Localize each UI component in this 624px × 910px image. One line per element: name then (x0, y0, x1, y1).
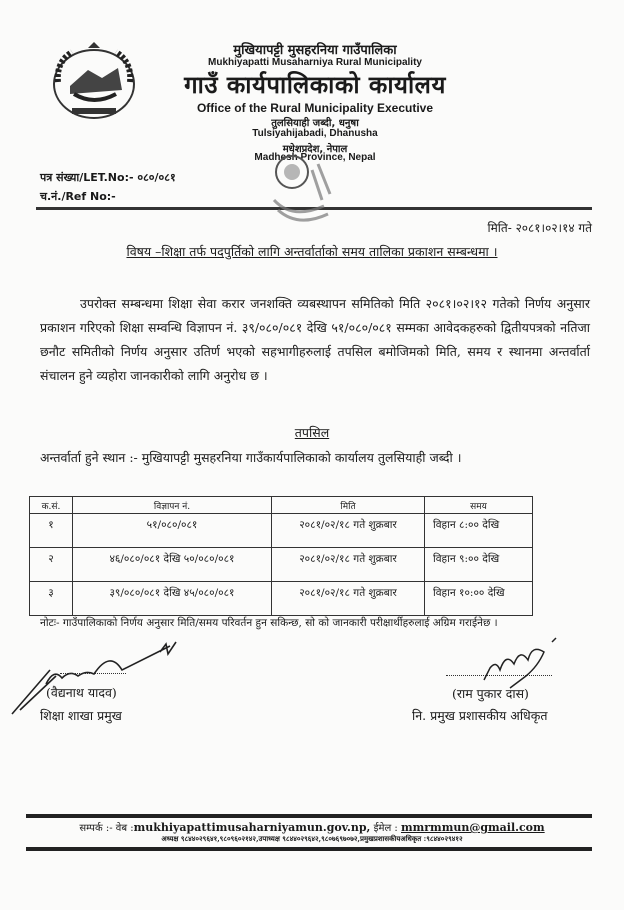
cell-advert-no: ५१/०८०/०८१ (73, 514, 272, 548)
office-name-np: गाउँ कार्यपालिकाको कार्यालय (184, 71, 446, 99)
table-header-row (30, 497, 533, 514)
table-row (30, 548, 533, 582)
email-label: ईमेल : (373, 823, 398, 834)
footer-contact (0, 820, 624, 834)
office-seal-stamp (262, 150, 346, 230)
cell-time: विहान १०:०० देखि (425, 582, 533, 616)
website-link[interactable]: mukhiyapattimusaharniyamun.gov.np, (133, 821, 371, 834)
place-en: Tulsiyahijabadi, Dhanusha (252, 128, 378, 139)
place-np: तुलसियाही जब्दी, धनुषा (271, 118, 359, 129)
signatory-2-title: नि. प्रमुख प्रशासकीय अधिकृत (412, 708, 548, 723)
cell-serial: ३ (30, 582, 73, 616)
signatory-1-title: शिक्षा शाखा प्रमुख (40, 708, 122, 723)
table-row (30, 582, 533, 616)
province-en: Madhesh Province, Nepal (254, 152, 376, 163)
office-name-en: Office of the Rural Municipality Executive (196, 101, 434, 115)
email-link[interactable]: mmrmmun@gmail.com (400, 821, 545, 834)
cell-serial: १ (30, 514, 73, 548)
subject-line: विषय –शिक्षा तर्फ पदपुर्तिको लागि अन्तर्वार्ताको समय तालिका प्रकाशन सम्बन्धमा । (126, 244, 498, 259)
interview-schedule-table (29, 496, 533, 616)
table-row (30, 514, 533, 548)
note-text: नोटः- गाउँपालिकाको निर्णय अनुसार मिति/समय परिवर्तन हुन सकिन्छ, सो को जानकारी परीक्षार्थीहरुलाई अग्रिम गराईनेछ । (40, 617, 498, 629)
footer-divider-bottom (26, 847, 592, 851)
interview-venue: अन्तर्वार्ता हुने स्थान :- मुखियापट्टी मुसहरनिया गाउँकार्यपालिकाको कार्यालय तुलसियाही जब्दी । (40, 450, 462, 465)
col-header-advert-no: विज्ञापन नं. (73, 497, 272, 514)
letter-date: मिति- २०८१।०२।१४ गते (487, 221, 592, 235)
cell-advert-no: ४६/०८०/०८१ देखि ५०/०८०/०८१ (73, 548, 272, 582)
cell-serial: २ (30, 548, 73, 582)
nepal-emblem-icon (48, 42, 140, 122)
municipality-name-np: मुखियापट्टी मुसहरनिया गाउँपालिका (233, 43, 397, 58)
signature-line-2 (446, 675, 552, 676)
footer-divider-top (26, 814, 592, 818)
cell-time: विहान ९:०० देखि (425, 548, 533, 582)
cell-time: विहान ८:०० देखि (425, 514, 533, 548)
reference-number: च.नं./Ref No:- (40, 190, 116, 203)
schedule-heading: तपसिल (294, 425, 330, 440)
col-header-date: मिति (272, 497, 425, 514)
col-header-time: समय (425, 497, 533, 514)
cell-advert-no: ३९/०८०/०८१ देखि ४५/०८०/०८१ (73, 582, 272, 616)
body-paragraph: उपरोक्त सम्बन्धमा शिक्षा सेवा करार जनशक्ति व्यबस्थापन समितिको मिति २०८१।०२।१२ गतेको निर्णय अनुसार प्रकाशन गरिएको शिक्षा सम्वन्धि विज्ञापन नं. ३९/०८०/०८१ देखि ५१/०८०/०८१ सम्मका आवेदकहरुको द्वितीयपत्रको नतिजा छनौट समितीको निर्णय अनुसार उतिर्ण भएको सहभागीहरुलाई तपसिल बमोजिमको मिति, समय र स्थानमा अन्तर्वार्ता संचालन हुने व्यहोरा जानकारीको लागि अनुरोध छ । (40, 296, 590, 383)
signature-line-1 (60, 673, 126, 674)
contact-prefix: सम्पर्क :- वेब : (79, 823, 134, 834)
footer-phones: अध्यक्ष ९८४४०२९६४१,९८०९६०२१४२,उपाध्यक्ष ९८४४०२९६४२,९८०७६९७०७२,प्रमुखप्रशासकीयअधिकृत :९८४४०२९४१२ (161, 834, 463, 843)
col-header-serial: क.सं. (30, 497, 73, 514)
municipality-name-en: Mukhiyapatti Musaharniya Rural Municipality (208, 57, 422, 68)
province-np: मधेशप्रदेश, नेपाल (282, 144, 348, 155)
letter-number: पत्र संख्या/LET.No:- ०८०/०८१ (40, 171, 176, 184)
signatory-2-name: (राम पुकार दास) (452, 686, 529, 701)
cell-date: २०८१/०२/१८ गते शुक्रबार (272, 582, 425, 616)
signatory-1-name: (वैद्यनाथ यादव) (46, 685, 117, 700)
cell-date: २०८१/०२/१८ गते शुक्रबार (272, 548, 425, 582)
cell-date: २०८१/०२/१८ गते शुक्रबार (272, 514, 425, 548)
